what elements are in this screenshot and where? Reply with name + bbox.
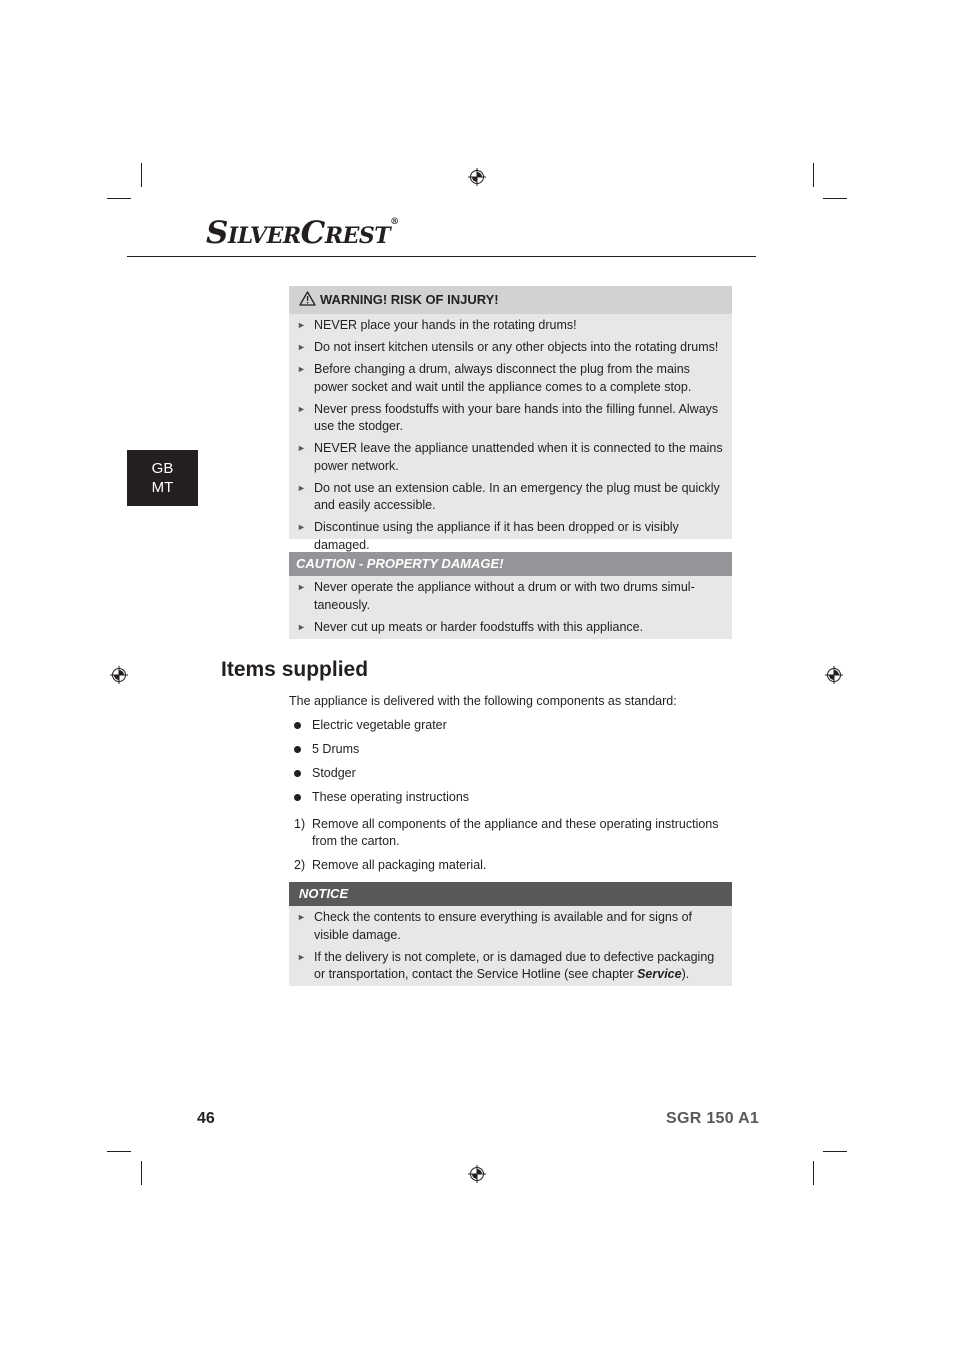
warning-box-header: [289, 286, 732, 314]
step-item: 2) Remove all packaging material.: [294, 858, 487, 872]
language-code-mt: MT: [151, 479, 174, 496]
list-item: ► NEVER leave the appliance unattended when it is connected to the mains power network.: [297, 441, 723, 473]
registration-mark-icon: [468, 168, 486, 186]
crop-mark: [107, 198, 131, 199]
arrow-icon: ►: [297, 482, 306, 493]
crop-mark: [823, 1151, 847, 1152]
list-item: ► Check the contents to ensure everything is available and for signs of visible damage.: [297, 910, 692, 942]
arrow-icon: ►: [297, 403, 306, 414]
language-code-gb: GB: [151, 460, 174, 477]
page-number: 46: [197, 1110, 215, 1127]
bullet-icon: [294, 770, 301, 777]
list-item: 5 Drums: [289, 741, 469, 765]
registration-mark-icon: [110, 666, 128, 684]
list-item: Stodger: [289, 765, 469, 789]
warning-box: [289, 286, 732, 552]
bullet-icon: [294, 794, 301, 801]
list-item: ► Do not insert kitchen utensils or any other objects into the rotating drums!: [297, 339, 726, 357]
arrow-icon: ►: [297, 912, 306, 922]
caution-box-header: CAUTION - PROPERTY DAMAGE!: [289, 552, 732, 576]
components-list: [289, 717, 469, 813]
arrow-icon: ►: [297, 443, 306, 453]
header-rule: [127, 256, 756, 257]
section-heading: Items supplied: [221, 658, 369, 681]
list-item: ► Discontinue using the appliance if it has been dropped or is visibly damaged.: [297, 520, 679, 552]
notice-list: [289, 906, 732, 988]
bullet-icon: [294, 746, 301, 753]
crop-mark: [813, 1161, 814, 1185]
crop-mark: [813, 163, 814, 187]
list-item: ► Never cut up meats or harder foodstuffs with this appliance.: [297, 619, 726, 637]
list-item: ► Before changing a drum, always disconnect the plug from the mains power socket and wait until the appliance comes to a complete stop.: [297, 362, 692, 394]
arrow-icon: ►: [297, 342, 306, 352]
crop-mark: [141, 163, 142, 187]
arrow-icon: ►: [297, 582, 306, 592]
warning-list: [289, 314, 732, 558]
arrow-icon: ►: [297, 621, 306, 632]
step-item: 1) Remove all components of the appliance and these operating instructions from the carton.: [294, 817, 719, 848]
crop-mark: [141, 1161, 142, 1185]
notice-box: [289, 882, 732, 986]
bullet-icon: [294, 722, 301, 729]
arrow-icon: ►: [297, 522, 306, 532]
model-number: SGR 150 A1: [666, 1110, 760, 1127]
list-item: ► NEVER place your hands in the rotating drums!: [297, 317, 726, 335]
warning-title: WARNING! RISK OF INJURY!: [320, 292, 499, 307]
silvercrest-logo: SILVERCREST®: [206, 215, 399, 251]
section-intro: The appliance is delivered with the following components as standard:: [289, 694, 677, 708]
arrow-icon: ►: [297, 320, 306, 330]
list-item: ► Never press foodstuffs with your bare hands into the filling funnel. Always use the stodger.: [297, 401, 719, 433]
registration-mark-icon: [825, 666, 843, 684]
list-item: Electric vegetable grater: [289, 717, 469, 741]
caution-box: [289, 552, 732, 639]
caution-list: [289, 576, 732, 640]
arrow-icon: ►: [297, 364, 306, 374]
crop-mark: [107, 1151, 131, 1152]
warning-triangle-icon: [299, 291, 316, 306]
list-item: ► Never operate the appliance without a drum or with two drums simul-taneously.: [297, 580, 695, 612]
registration-mark-icon: [468, 1165, 486, 1183]
steps-list: [289, 816, 729, 881]
list-item: These operating instructions: [289, 789, 469, 813]
language-tab: [127, 450, 198, 506]
list-item: ► If the delivery is not complete, or is damaged due to defective packaging or transportation, contact the Service Hotline (see chapter Service).: [297, 949, 715, 981]
list-item: ► Do not use an extension cable. In an emergency the plug must be quickly and easily accessible.: [297, 480, 720, 512]
notice-box-header: NOTICE: [289, 882, 732, 906]
crop-mark: [823, 198, 847, 199]
arrow-icon: ►: [297, 951, 306, 962]
chapter-reference: Service: [637, 967, 682, 981]
